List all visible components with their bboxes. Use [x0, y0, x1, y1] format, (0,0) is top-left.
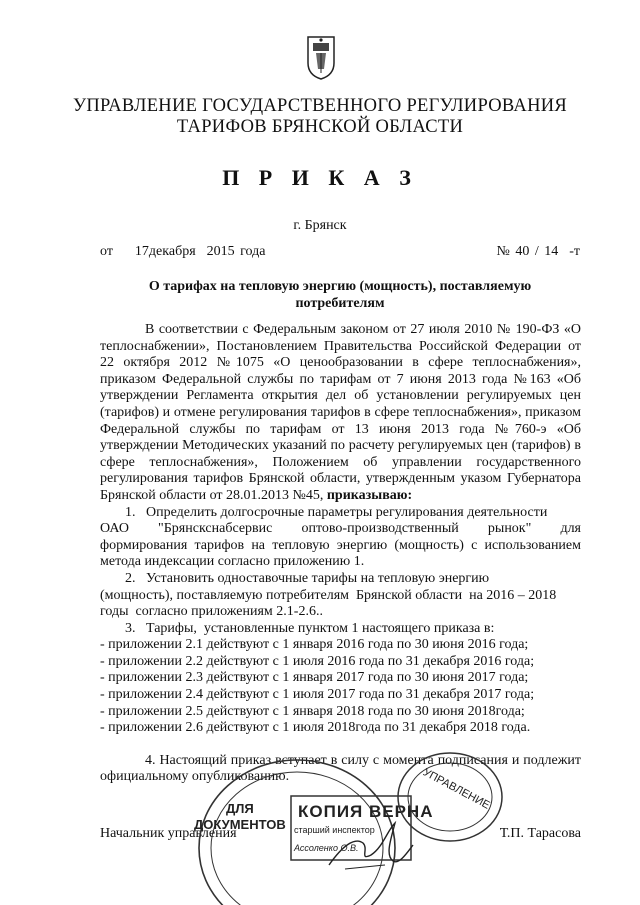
item-3-line1: 3. Тарифы, установленные пунктом 1 настоящего приказа в: [125, 620, 495, 636]
item-2-line3: годы согласно приложениям 2.1-2.6.. [100, 604, 323, 620]
stamp-box-line1: старший инспектор [294, 825, 375, 835]
stamp-box-title: КОПИЯ ВЕРНА [298, 802, 434, 821]
handwritten-signature [325, 815, 415, 875]
period-item: - приложении 2.5 действуют с 1 января 2018 года по 30 июня 2018года; [100, 703, 525, 719]
item-2-line1: 2. Установить одноставочные тарифы на тепловую энергию [125, 570, 490, 586]
org-name-line2: ТАРИФОВ БРЯНСКОЙ ОБЛАСТИ [176, 117, 464, 137]
period-item: - приложении 2.3 действуют с 1 января 2017 года по 30 июня 2017 года; [100, 670, 529, 686]
preamble-text: В соответствии с Федеральным законом от 27 июля 2010 № 190-ФЗ «О теплоснабжении», Постановлением Правительства Российской Федерации от 22 октября 2012 №1075 «О ценообразовании в сфере теплоснабжения», приказом Федеральной службы по тарифам от 7 июня 2013 года №163 «Об утверждении Регламента открытия дел об установлении регулируемых цен (тарифов) и отмене регулирования тарифов в сфере теплоснабжения», приказом Федеральной службы по тарифам от 13 июня 2013 года №760-э «Об утверждении Методических указаний по расчету регулируемых цен (тарифов) в сфере теплоснабжения», Положением об управлении государственного регулирования тарифов Брянской области, утвержденным указом Губернатора Брянской области от 28.01.2013 №45, [100, 322, 581, 503]
signer-position: Начальник управления [100, 826, 237, 841]
item-2-line2: (мощность), поставляемую потребителям Брянской области на 2016 – 2018 [100, 587, 557, 603]
signer-name: Т.П. Тарасова [499, 826, 581, 841]
oval-seal-text: УПРАВЛЕНИЕ [420, 766, 492, 812]
document-body [100, 322, 581, 786]
item-1-line2: ОАО "Брянскснабсервис оптово-производственный рынок" для [100, 521, 581, 537]
period-item: - приложении 2.6 действуют с 1 июля 2018года по 31 декабря 2018 года. [100, 720, 531, 736]
stamp-box-line2: Ассоленко О.В. [294, 843, 359, 853]
period-item: - приложении 2.1 действуют с 1 января 2016 года по 30 июня 2016 года; [100, 637, 529, 653]
subject-line2: потребителям [295, 296, 385, 311]
document-city: г. Брянск [293, 218, 347, 233]
document-date: от 17декабря 2015 года [100, 244, 266, 259]
seal-text-line1: ДЛЯ [226, 801, 254, 816]
document-title: П Р И К А З [222, 165, 418, 190]
period-item: - приложении 2.2 действуют с 1 июля 2016 года по 31 декабря 2016 года; [100, 653, 535, 669]
seal-text-line2: ДОКУМЕНТОВ [194, 817, 286, 832]
preamble-emphasis: приказываю: [326, 487, 413, 503]
item-1-line1: 1. Определить долгосрочные параметры регулирования деятельности [125, 504, 548, 520]
document-number: № 40 / 14 -т [496, 244, 580, 259]
item-4: 4. Настоящий приказ вступает в силу с момента подписания и подлежит официальному опубликованию. [100, 752, 581, 785]
document-subject [100, 278, 580, 312]
item-1-rest: формирования тарифов на тепловую энергию (мощность) с использованием метода индексации согласно приложению 1. [100, 537, 581, 570]
coat-of-arms-icon [305, 33, 337, 81]
period-item: - приложении 2.4 действуют с 1 июля 2017 года по 31 декабря 2017 года; [100, 687, 535, 703]
org-name-line1: УПРАВЛЕНИЕ ГОСУДАРСТВЕННОГО РЕГУЛИРОВАНИЯ [72, 96, 568, 116]
subject-line1: О тарифах на тепловую энергию (мощность), поставляемую [148, 279, 532, 294]
preamble-paragraph [100, 322, 581, 505]
